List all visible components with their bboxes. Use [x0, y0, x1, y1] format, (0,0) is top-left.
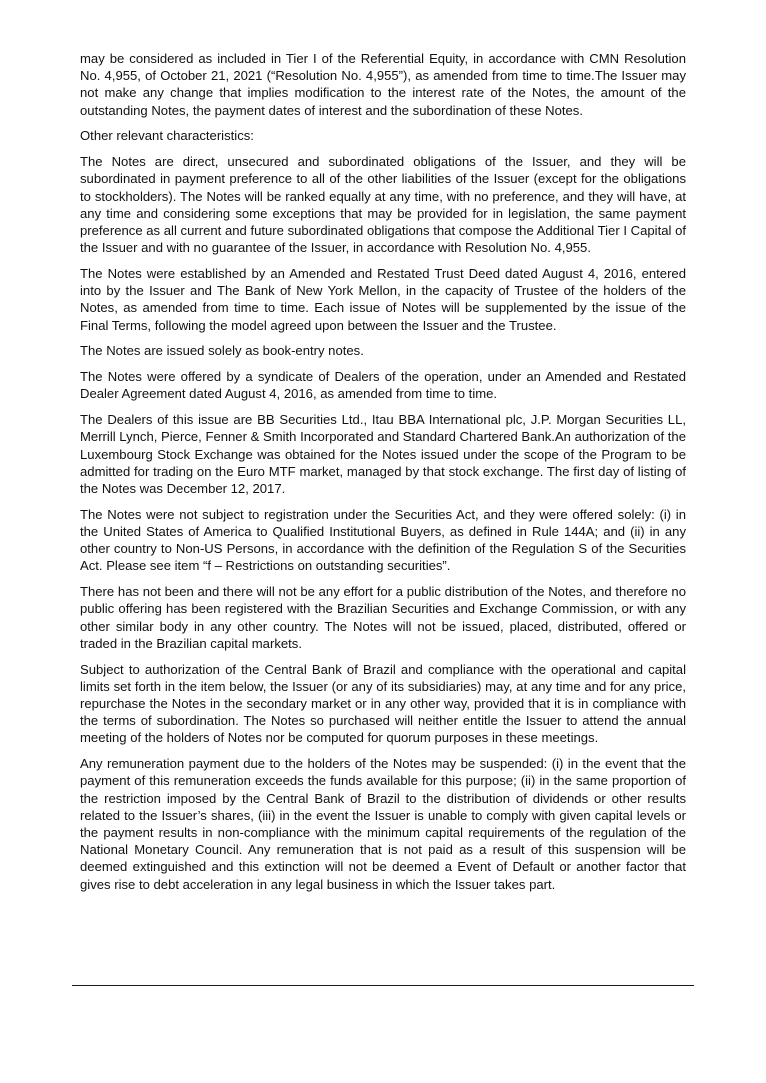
- paragraph-remuneration-suspension: Any remuneration payment due to the holders of the Notes may be suspended: (i) in the event that the payment of this remuneration exceeds the funds available for this purpose; (ii) in the same proportion of the restriction imposed by the Central Bank of Brazil to the distribution of dividends or other results related to the Issuer’s shares, (iii) in the event the Issuer is unable to comply with given capital levels or the payment results in non-compliance with the minimum capital requirements of the regulation of the National Monetary Council. Any remuneration that is not paid as a result of this suspension will be deemed extinguished and this extinction will not be deemed a Event of Default or another factor that gives rise to debt acceleration in any legal business in which the Issuer takes part.: [80, 756, 686, 892]
- paragraph-book-entry: The Notes are issued solely as book-entry notes.: [80, 343, 364, 359]
- paragraph-securities-act: The Notes were not subject to registration under the Securities Act, and they were offered solely: (i) in the United States of America to Qualified Institutional Buyers, as defined in Rule 144A; and (ii) in any other country to Non-US Persons, in accordance with the definition of the Regulation S of the Securities Act. Please see item “f – Restrictions on outstanding securities”.: [80, 506, 686, 574]
- paragraph-other-characteristics-heading: Other relevant characteristics:: [80, 128, 254, 144]
- paragraph-dealer-agreement: The Notes were offered by a syndicate of Dealers of the operation, under an Amended and Restated Dealer Agreement dated August 4, 2016, as amended from time to time.: [80, 369, 686, 402]
- document-body: [80, 50, 686, 901]
- paragraph-tier-one-referential-equity: may be considered as included in Tier I of the Referential Equity, in accordance with CMN Resolution No. 4,955, of October 21, 2021 (“Resolution No. 4,955”), as amended from time to time.The Issuer may not make any change that implies modification to the interest rate of the Notes, the amount of the outstanding Notes, the payment dates of interest and the subordination of these Notes.: [80, 51, 686, 118]
- paragraph-no-public-distribution: There has not been and there will not be any effort for a public distribution of the Notes, and therefore no public offering has been registered with the Brazilian Securities and Exchange Commission, or with any other similar body in any other country. The Notes will not be issued, placed, distributed, offered or traded in the Brazilian capital markets.: [80, 584, 686, 651]
- paragraph-trust-deed: The Notes were established by an Amended and Restated Trust Deed dated August 4, 2016, entered into by the Issuer and The Bank of New York Mellon, in the capacity of Trustee of the holders of the Notes, as amended from time to time. Each issue of Notes will be supplemented by the issue of the Final Terms, following the model agreed upon between the Issuer and the Trustee.: [80, 266, 686, 333]
- paragraph-repurchase: Subject to authorization of the Central Bank of Brazil and compliance with the operational and capital limits set forth in the item below, the Issuer (or any of its subsidiaries) may, at any time and for any price, repurchase the Notes in the secondary market or in any other way, provided that it is in compliance with the terms of subordination. The Notes so purchased will neither entitle the Issuer to attend the annual meeting of the holders of Notes nor be computed for quorum purposes in these meetings.: [80, 661, 686, 746]
- paragraph-dealers-listing: The Dealers of this issue are BB Securities Ltd., Itau BBA International plc, J.P. Morgan Securities LL, Merrill Lynch, Pierce, Fenner & Smith Incorporated and Standard Chartered Bank.An authorization of the Luxembourg Stock Exchange was obtained for the Notes issued under the scope of the Program to be admitted for trading on the Euro MTF market, managed by that stock exchange. The first day of listing of the Notes was December 12, 2017.: [80, 412, 686, 497]
- paragraph-subordinated-obligations: The Notes are direct, unsecured and subordinated obligations of the Issuer, and they will be subordinated in payment preference to all of the other liabilities of the Issuer (except for the obligations to stockholders). The Notes will be ranked equally at any time, with no preference, and they will have, at any time and considering some exceptions that may be provided for in legislation, the same payment preference as all current and future subordinated obligations that compose the Additional Tier I Capital of the Issuer and with no guarantee of the Issuer, in accordance with Resolution No. 4,955.: [80, 154, 686, 256]
- footer-divider: [72, 985, 694, 986]
